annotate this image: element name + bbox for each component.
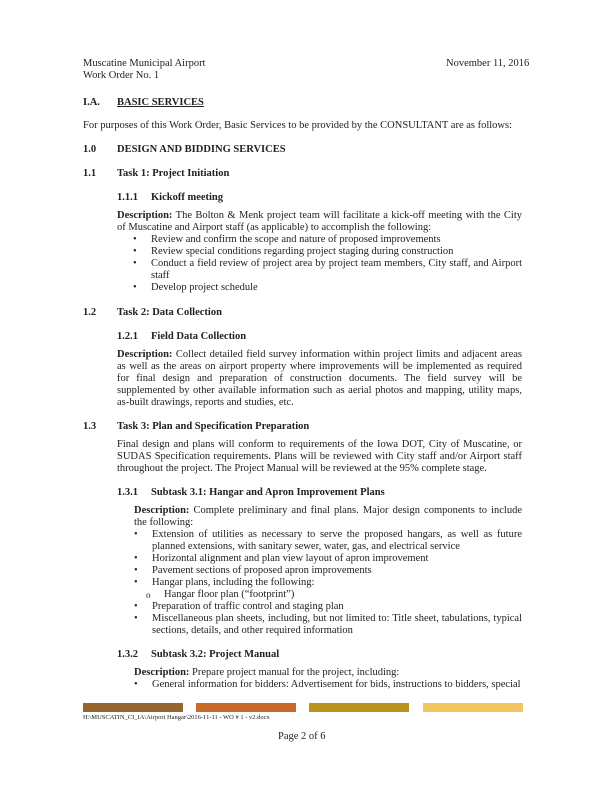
description-text: Prepare project manual for the project, including: [189,667,400,678]
hangar-plans-list [134,529,522,637]
project-manual-list [134,679,522,691]
list-item: • Preparation of traffic control and staging plan [134,601,522,613]
footer-bar-orange [196,703,296,712]
heading-number: 1.3 [83,421,97,432]
heading-title: Task 3: Plan and Specification Preparation [117,421,310,432]
section-title: BASIC SERVICES [117,97,204,108]
heading-title: Kickoff meeting [151,192,224,203]
heading-title: Subtask 3.2: Project Manual [151,649,280,660]
footer-bar-mustard [309,703,409,712]
heading-number: 1.1.1 [117,192,138,203]
description-text: Collect detailed field survey information within project limits and adjacent areas as well as the areas on airport property where improvements will be implemented as required for final design and preparation of construction documents. The field survey will be supplemented by other available information such as aerial photos and mapping, utility maps, as-built drawings, reports and studies, etc. [117,349,522,408]
list-item: • Pavement sections of proposed apron improvements [134,565,522,577]
heading-title: Task 2: Data Collection [117,307,222,318]
footer-bar-yellow [423,703,523,712]
heading-1-0 [83,144,286,156]
list-item: • Review special conditions regarding project staging during construction [133,246,522,258]
kickoff-description [117,210,522,294]
sub-list-item: o Hangar floor plan (“footprint”) [134,589,522,601]
heading-number: 1.3.2 [117,649,138,660]
section-heading [83,97,204,109]
description-label: Description: [117,210,173,221]
project-manual-description [134,667,522,691]
heading-number: 1.2 [83,307,97,318]
heading-1-1-1 [117,192,223,204]
heading-number: 1.3.1 [117,487,138,498]
heading-title: DESIGN AND BIDDING SERVICES [117,144,286,155]
heading-1-2-1 [117,331,246,343]
heading-title: Field Data Collection [151,331,247,342]
list-item: • General information for bidders: Advertisement for bids, instructions to bidders, special [134,679,522,691]
hangar-plans-description [134,505,522,637]
footer-bar-brown [83,703,183,712]
footer-file-path: H:\MUSCATIN_CI_IA\Airport Hangar\2016-11-11 - WO # 1 - v2.docx [83,714,270,721]
kickoff-list [133,234,522,294]
list-item: • Hangar plans, including the following: [134,577,522,589]
description-label: Description: [134,505,190,516]
description-label: Description: [134,667,190,678]
description-text: The Bolton & Menk project team will facilitate a kick-off meeting with the City of Muscatine and Airport staff (as applicable) to accomplish the following: [117,210,522,233]
description-text: Complete preliminary and final plans. Major design components to include the following: [134,505,522,528]
header-work-order: Work Order No. 1 [83,70,160,81]
page-number: Page 2 of 6 [278,731,326,742]
list-item: • Horizontal alignment and plan view layout of apron improvement [134,553,522,565]
heading-title: Task 1: Project Initiation [117,168,230,179]
heading-1-1 [83,168,229,180]
section-intro: For purposes of this Work Order, Basic Services to be provided by the CONSULTANT are as follows: [83,120,513,131]
header-date: November 11, 2016 [446,58,530,69]
heading-number: 1.2.1 [117,331,138,342]
heading-number: 1.1 [83,168,97,179]
list-item: • Miscellaneous plan sheets, including, but not limited to: Title sheet, tabulations, typical sections, details, and other required information [134,613,522,637]
list-item: • Review and confirm the scope and nature of proposed improvements [133,234,522,246]
heading-number: 1.0 [83,144,97,155]
heading-1-3-2 [117,649,279,661]
plan-spec-paragraph: Final design and plans will conform to requirements of the Iowa DOT, City of Muscatine, or SUDAS Specification requirements. Plans will be reviewed with City staff and/or Airport staff throughout the project. The Project Manual will be reviewed at the 95% complete stage. [117,439,522,474]
heading-1-3 [83,421,309,433]
heading-1-2 [83,307,222,319]
heading-title: Subtask 3.1: Hangar and Apron Improvement Plans [151,487,385,498]
header-org: Muscatine Municipal Airport [83,58,206,69]
heading-1-3-1 [117,487,385,499]
list-item: • Conduct a field review of project area by project team members, City staff, and Airport staff [133,258,522,282]
list-item: • Develop project schedule [133,282,522,294]
description-label: Description: [117,349,173,360]
field-data-description [117,349,522,409]
list-item: • Extension of utilities as necessary to serve the proposed hangars, as well as future planned extensions, with sanitary sewer, water, gas, and electrical service [134,529,522,553]
section-number: I.A. [83,97,100,108]
